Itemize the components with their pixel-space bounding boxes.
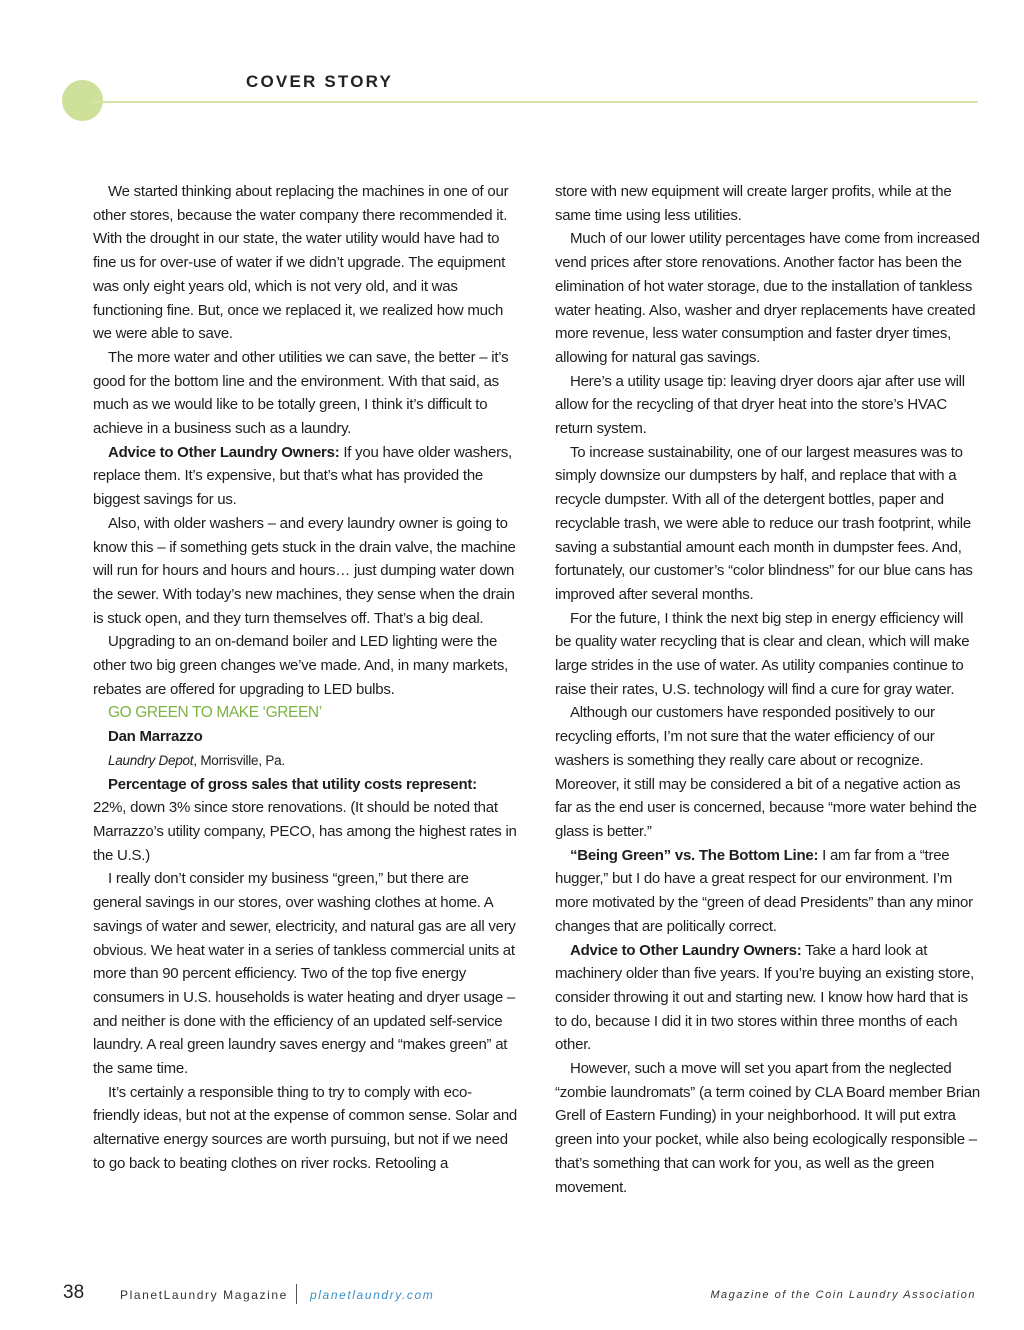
right-column	[555, 180, 980, 1199]
body-paragraph: To increase sustainability, one of our largest measures was to simply downsize our dumpsters by half, and replace that with a recycle dumpster. With all of the detergent bottles, paper and recyclable trash, we were able to reduce our trash footprint, while saving a substantial amount each month in dumpster fees. And, fortunately, our customer’s “color blindness” for our blue cans has improved after several months.	[555, 443, 973, 603]
body-paragraph: Upgrading to an on-demand boiler and LED lighting were the other two big green changes we’ve made. And, in many markets, rebates are offered for upgrading to LED bulbs.	[93, 633, 508, 698]
body-paragraph: Although our customers have responded positively to our recycling efforts, I’m not sure that the water efficiency of our washers is something they really care about or recognize. Moreover, it still may be considered a bit of a negative action as far as the end user is concerned, because “more water behind the glass is better.”	[555, 704, 977, 840]
body-paragraph: I really don’t consider my business “green,” but there are general savings in our stores, over washing clothes at home. A savings of water and sewer, electricity, and natural gas are all very obvious. We heat water in a series of tankless commercial units at more than 90 percent efficiency. Two of the top five energy consumers in U.S. households is water heating and dryer usage – and neither is done with the efficiency of an updated self-service laundry. A real green laundry saves energy and “makes green” at the same time.	[93, 870, 516, 1078]
advice-paragraph	[555, 939, 980, 1058]
website-link[interactable]: planetlaundry.com	[310, 1288, 435, 1302]
page-footer	[0, 1282, 1024, 1306]
left-column	[93, 180, 518, 1176]
green-paragraph	[555, 844, 980, 939]
advice-lead: Advice to Other Laundry Owners:	[108, 443, 340, 461]
stat-lead: Percentage of gross sales that utility costs represent:	[108, 775, 477, 793]
page-number: 38	[63, 1282, 85, 1303]
green-lead: “Being Green” vs. The Bottom Line:	[570, 846, 819, 864]
byline-name: Dan Marrazzo	[108, 728, 203, 746]
header-rule	[92, 101, 978, 103]
advice-text: If you have older washers, replace them. It’s expensive, but that’s what has provided the biggest savings for us.	[93, 443, 512, 509]
advice-lead: Advice to Other Laundry Owners:	[570, 941, 802, 959]
byline-company	[93, 749, 518, 773]
body-paragraph: The more water and other utilities we can save, the better – it’s good for the bottom line and the environment. With that said, as much as we would like to be totally green, I think it’s difficult to achieve in a business such as a laundry.	[93, 348, 509, 438]
stat-paragraph	[93, 773, 518, 797]
byline-company-name: Laundry Depot	[108, 752, 194, 768]
body-paragraph: We started thinking about replacing the machines in one of our other stores, because the water company there recommended it. With the drought in our state, the water utility would have had to fine us for over-use of water if we didn’t upgrade. The equipment was only eight years old, which is not very old, and it was functioning fine. But, once we replaced it, we realized how much we were able to save.	[93, 183, 509, 343]
body-paragraph: For the future, I think the next big step in energy efficiency will be quality water recycling that is clear and clean, which will make large strides in the use of water. As utility companies continue to raise their rates, U.S. technology will find a cure for gray water.	[555, 609, 970, 698]
continued-paragraph: store with new equipment will create larger profits, while at the same time using less utilities.	[555, 183, 952, 224]
green-text: I am far from a “tree hugger,” but I do have a great respect for our environment. I’m more motivated by the “green of dead Presidents” than any minor changes that are politically correct.	[555, 846, 973, 935]
section-subhead: GO GREEN TO MAKE ‘GREEN’	[108, 704, 322, 722]
byline-location: , Morrisville, Pa.	[193, 752, 285, 768]
magazine-tagline: Magazine of the Coin Laundry Association	[710, 1289, 976, 1301]
body-paragraph: It’s certainly a responsible thing to try to comply with eco-friendly ideas, but not at the expense of common sense. Solar and alternative energy sources are worth pursuing, but not if we need to go back to beating clothes on river rocks. Retooling a	[93, 1083, 518, 1172]
body-paragraph: Much of our lower utility percentages have come from increased vend prices after store renovations. Another factor has been the elimination of hot water storage, due to the installation of tankless water heating. Also, washer and dryer replacements have created more revenue, less water consumption and faster dryer times, allowing for natural gas savings.	[555, 230, 980, 366]
advice-text: Take a hard look at machinery older than five years. If you’re buying an existing store, consider throwing it out and starting new. I know how hard that is to do, because I did it in two stores within three months of each other.	[555, 941, 975, 1054]
body-paragraph: Here’s a utility usage tip: leaving dryer doors ajar after use will allow for the recycling of that dryer heat into the store’s HVAC return system.	[555, 372, 965, 438]
section-label: COVER STORY	[246, 72, 394, 91]
footer-divider	[296, 1284, 297, 1304]
advice-paragraph	[93, 441, 518, 512]
body-paragraph: However, such a move will set you apart from the neglected “zombie laundromats” (a term coined by CLA Board member Brian Grell of Eastern Funding) in your neighborhood. It will put extra green into your pocket, while also being ecologically responsible – that’s something that can work for you, as well as the green movement.	[555, 1060, 980, 1196]
body-paragraph: Also, with older washers – and every laundry owner is going to know this – if something gets stuck in the drain valve, the machine will run for hours and hours and hours… just dumping water down the sewer. With today’s new machines, they sense when the drain is stuck open, and they turn themselves off. That’s a big deal.	[93, 514, 516, 627]
magazine-name: PlanetLaundry Magazine	[120, 1288, 288, 1302]
stat-text: 22%, down 3% since store renovations. (It should be noted that Marrazzo’s utility company, PECO, has among the highest rates in the U.S.)	[93, 799, 517, 864]
